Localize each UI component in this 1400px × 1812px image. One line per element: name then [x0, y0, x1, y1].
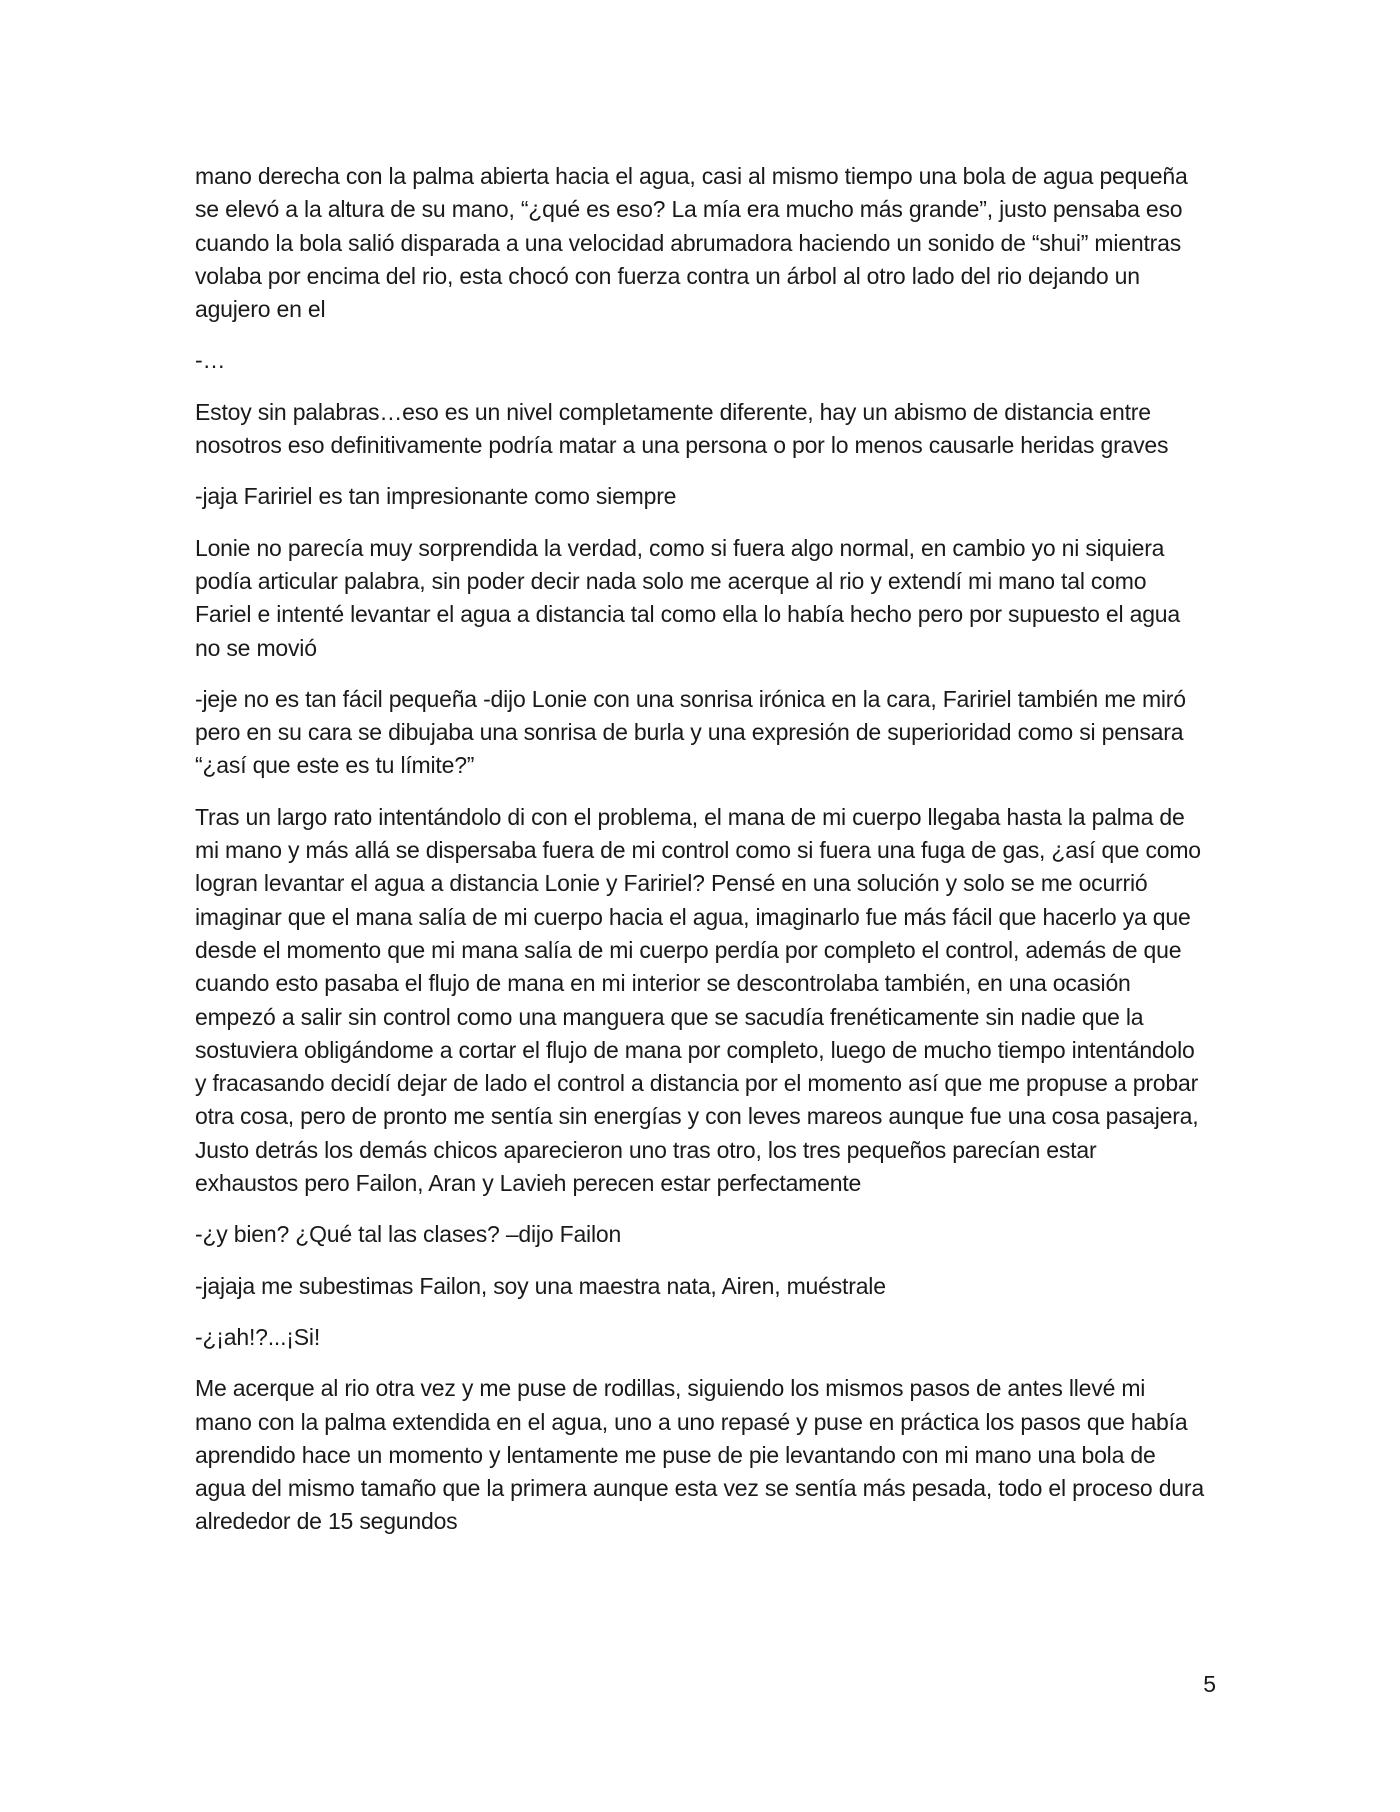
paragraph: -¿¡ah!?...¡Si! [195, 1323, 321, 1350]
paragraph: -jaja Faririel es tan impresionante como siempre [195, 483, 677, 510]
page-number: 5 [1203, 1671, 1216, 1697]
page-body [195, 160, 1205, 1557]
paragraph: Tras un largo rato intentándolo di con el problema, el mana de mi cuerpo llegaba hasta la palma de mi mano y más allá se dispersaba fuera de mi control como si fuera una fuga de gas, ¿así que como logran levantar el agua a distancia Lonie y Faririel? Pensé en una solución y solo se me ocurrió imaginar que el mana salía de mi cuerpo hacia el agua, imaginarlo fue más fácil que hacerlo ya que desde el momento que mi mana salía de mi cuerpo perdía por completo el control, además de que cuando esto pasaba el flujo de mana en mi interior se descontrolaba también, en una ocasión empezó a salir sin control como una manguera que se sacudía frenéticamente sin nadie que la sostuviera obligándome a cortar el flujo de mana por completo, luego de mucho tiempo intentándolo y fracasando decidí dejar de lado el control a distancia por el momento así que me propuse a probar otra cosa, pero de pronto me sentía sin energías y con leves mareos aunque fue una cosa pasajera, Justo detrás los demás chicos aparecieron uno tras otro, los tres pequeños parecían estar exhaustos pero Failon, Aran y Lavieh perecen estar perfectamente [195, 803, 1201, 1197]
paragraph: Estoy sin palabras…eso es un nivel completamente diferente, hay un abismo de distancia entre nosotros eso definitivamente podría matar a una persona o por lo menos causarle heridas graves [195, 398, 1169, 459]
paragraph: mano derecha con la palma abierta hacia el agua, casi al mismo tiempo una bola de agua pequeña se elevó a la altura de su mano, “¿qué es eso? La mía era mucho más grande”, justo pensaba eso cuando la bola salió disparada a una velocidad abrumadora haciendo un sonido de “shui” mientras volaba por encima del rio, esta chocó con fuerza contra un árbol al otro lado del rio dejando un agujero en el [195, 163, 1188, 323]
paragraph: -jajaja me subestimas Failon, soy una maestra nata, Airen, muéstrale [195, 1272, 886, 1299]
paragraph: Me acerque al rio otra vez y me puse de rodillas, siguiendo los mismos pasos de antes llevé mi mano con la palma extendida en el agua, uno a uno repasé y puse en práctica los pasos que había aprendido hace un momento y lentamente me puse de pie levantando con mi mano una bola de agua del mismo tamaño que la primera aunque esta vez se sentía más pesada, todo el proceso dura alrededor de 15 segundos [195, 1375, 1204, 1535]
paragraph: -jeje no es tan fácil pequeña -dijo Lonie con una sonrisa irónica en la cara, Faririel también me miró pero en su cara se dibujaba una sonrisa de burla y una expresión de superioridad como si pensara “¿así que este es tu límite?” [195, 685, 1186, 779]
paragraph: -… [195, 347, 226, 374]
paragraph: -¿y bien? ¿Qué tal las clases? –dijo Failon [195, 1221, 622, 1248]
paragraph: Lonie no parecía muy sorprendida la verdad, como si fuera algo normal, en cambio yo ni siquiera podía articular palabra, sin poder decir nada solo me acerque al rio y extendí mi mano tal como Fariel e intenté levantar el agua a distancia tal como ella lo había hecho pero por supuesto el agua no se movió [195, 534, 1180, 661]
